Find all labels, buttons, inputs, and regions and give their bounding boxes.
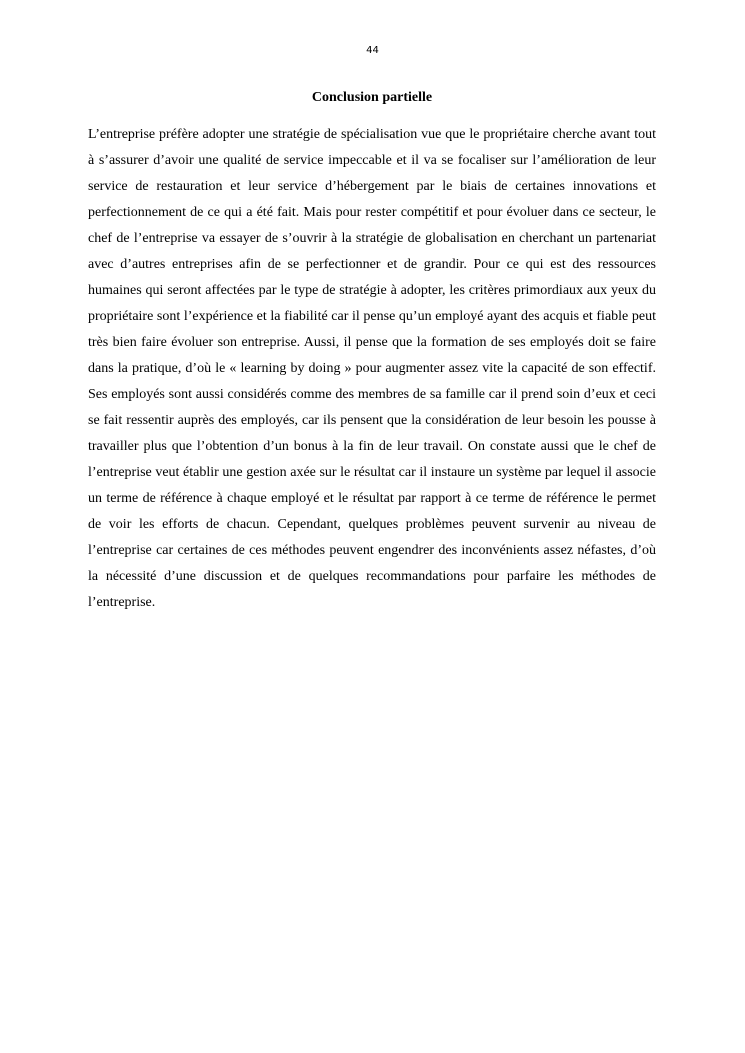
page-number: 44 (366, 45, 379, 56)
body-paragraph: L’entreprise préfère adopter une stratégie de spécialisation vue que le propriétaire cherche avant tout à s’assurer d’avoir une qualité de service impeccable et il va se focaliser sur l’amélioration de leur service de restauration et leur service d’hébergement par le biais de certaines innovations et perfectionnement de ce qui a été fait. Mais pour rester compétitif et pour évoluer dans ce secteur, le chef de l’entreprise va essayer de s’ouvrir à la stratégie de globalisation en cherchant un partenariat avec d’autres entreprises afin de se perfectionner et de grandir. Pour ce qui est des ressources humaines qui seront affectées par le type de stratégie à adopter, les critères primordiaux aux yeux du propriétaire sont l’expérience et la fiabilité car il pense qu’un employé ayant des acquis et fiable peut très bien faire évoluer son entreprise. Aussi, il pense que la formation de ses employés doit se faire dans la pratique, d’où le « learning by doing » pour augmenter assez vite la capacité de son effectif. Ses employés sont aussi considérés comme des membres de sa famille car il prend soin d’eux et ceci se fait ressentir auprès des employés, car ils pensent que la considération de leur besoin les pousse à travailler plus que l’obtention d’un bonus à la fin de leur travail. On constate aussi que le chef de l’entreprise veut établir une gestion axée sur le résultat car il instaure un système par lequel il associe un terme de référence à chaque employé et le résultat par rapport à ce terme de référence le permet de voir les efforts de chacun. Cependant, quelques problèmes peuvent survenir au niveau de l’entreprise car certaines de ces méthodes peuvent engendrer des inconvénients assez néfastes, d’où la nécessité d’une discussion et de quelques recommandations pour parfaire les méthodes de l’entreprise. (88, 127, 656, 610)
section-heading: Conclusion partielle (311, 90, 433, 105)
